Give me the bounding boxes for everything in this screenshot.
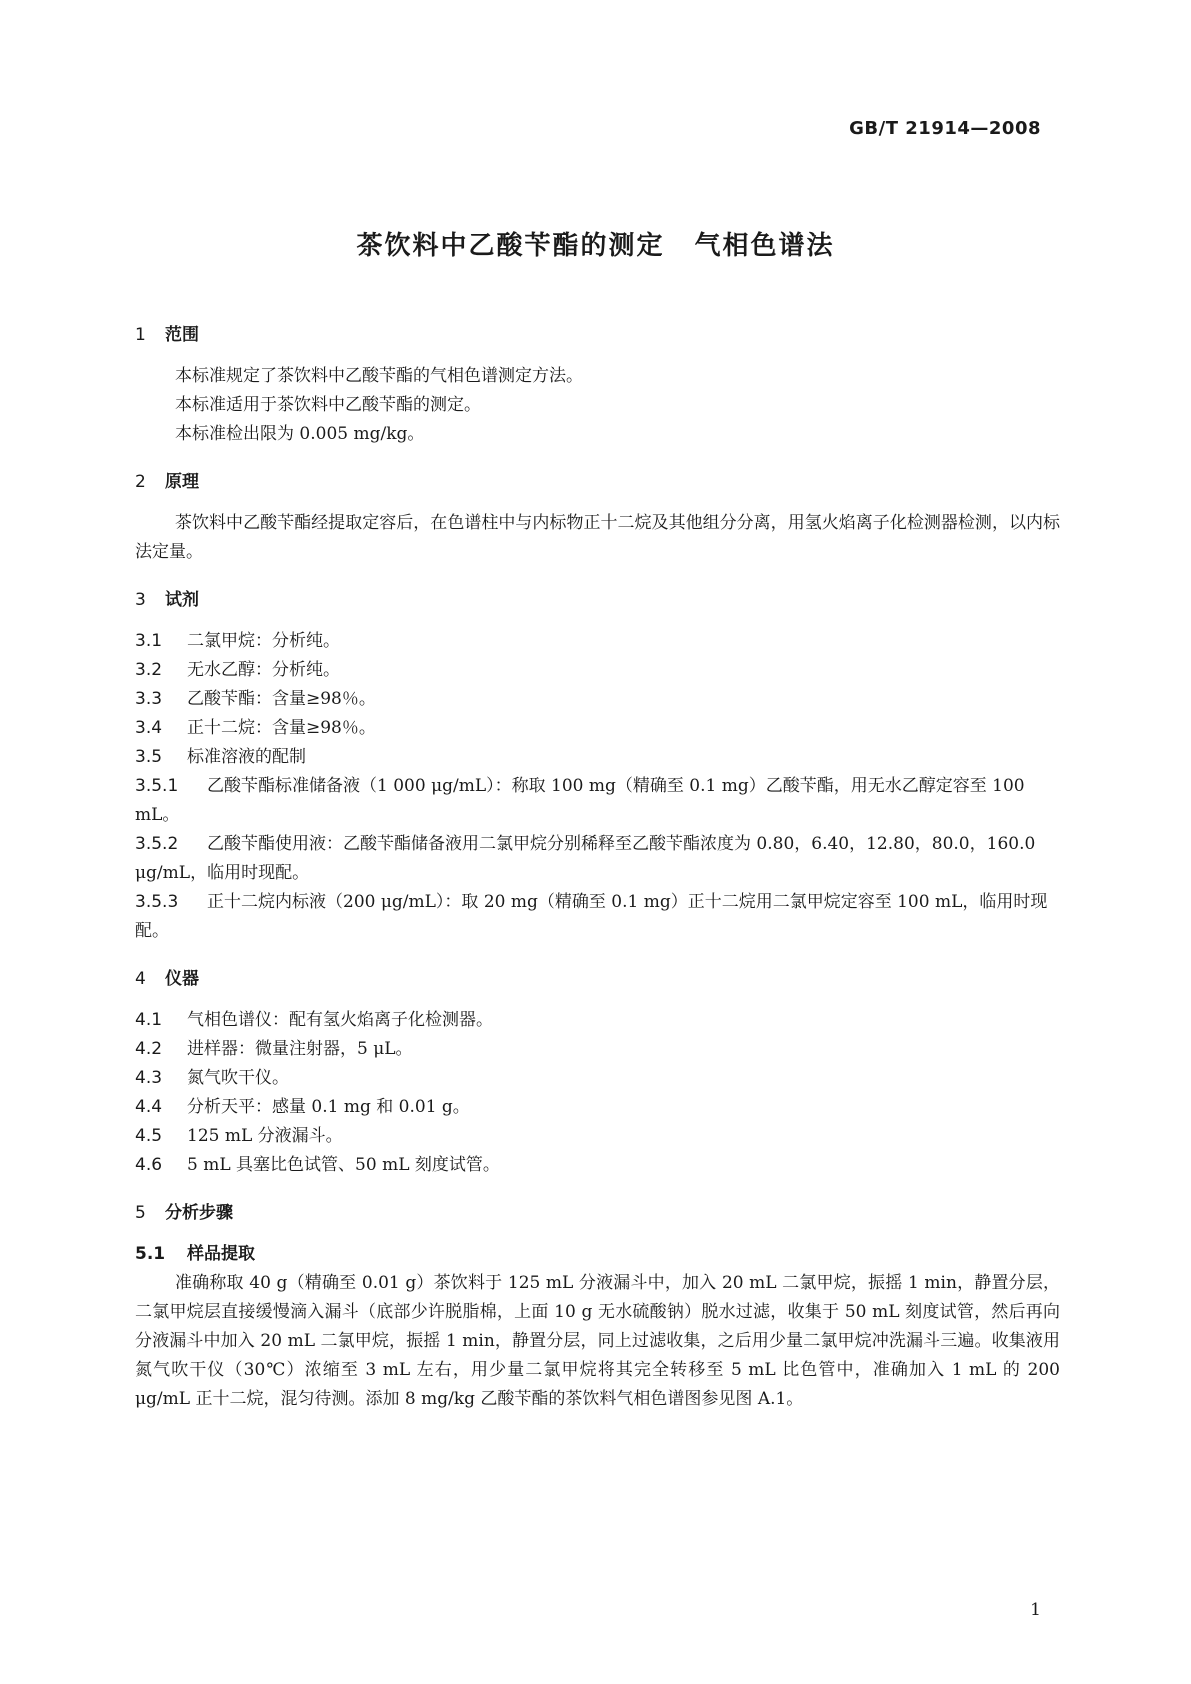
principle-paragraph: 茶饮料中乙酸苄酯经提取定容后，在色谱柱中与内标物正十二烷及其他组分分离，用氢火焰离子化检测器检测，以内标法定量。 [135, 513, 1060, 562]
title-method: 气相色谱法 [694, 231, 835, 261]
apparatus-item: 4.5 125 mL 分液漏斗。 [135, 1126, 343, 1146]
section-title: 原理 [165, 472, 199, 492]
section-heading-scope [135, 322, 1060, 348]
section-heading-procedure [135, 1200, 1060, 1226]
scope-paragraph: 本标准检出限为 0.005 mg/kg。 [175, 424, 425, 444]
subsection-heading-sample-extraction: 5.1 样品提取 [135, 1244, 255, 1264]
reagent-item: 3.4 正十二烷：含量≥98％。 [135, 718, 376, 738]
section-title: 范围 [165, 325, 199, 345]
section-title: 仪器 [165, 969, 199, 989]
section-title: 试剂 [165, 590, 199, 610]
section-heading-principle [135, 469, 1060, 495]
reagent-subitem: 3.5.3 正十二烷内标液（200 μg/mL）：取 20 mg（精确至 0.1 mg）正十二烷用二氯甲烷定容至 100 mL，临用时现配。 [135, 892, 1048, 941]
sample-extraction-paragraph: 准确称取 40 g（精确至 0.01 g）茶饮料于 125 mL 分液漏斗中，加入 20 mL 二氯甲烷，振摇 1 min，静置分层，二氯甲烷层直接缓慢滴入漏斗（底部少许脱脂棉，上面 10 g 无水硫酸钠）脱水过滤，收集于 50 mL 刻度试管，然后再向分液漏斗中加入 20 mL 二氯甲烷，振摇 1 min，静置分层，同上过滤收集，之后用少量二氯甲烷冲洗漏斗三遍。收集液用氮气吹干仪（30℃）浓缩至 3 mL 左右，用少量二氯甲烷将其完全转移至 5 mL 比色管中，准确加入 1 mL 的 200 μg/mL 正十二烷，混匀待测。添加 8 mg/kg 乙酸苄酯的茶饮料气相色谱图参见图 A.1。 [135, 1273, 1060, 1409]
reagent-item: 3.3 乙酸苄酯：含量≥98％。 [135, 689, 376, 709]
section-heading-apparatus [135, 966, 1060, 992]
apparatus-item: 4.4 分析天平：感量 0.1 mg 和 0.01 g。 [135, 1097, 470, 1117]
section-title: 分析步骤 [165, 1203, 233, 1223]
apparatus-item: 4.6 5 mL 具塞比色试管、50 mL 刻度试管。 [135, 1155, 500, 1175]
section-heading-reagents [135, 587, 1060, 613]
reagent-subitem: 3.5.1 乙酸苄酯标准储备液（1 000 μg/mL）：称取 100 mg（精确至 0.1 mg）乙酸苄酯，用无水乙醇定容至 100 mL。 [135, 776, 1025, 825]
reagent-subitem: 3.5.2 乙酸苄酯使用液：乙酸苄酯储备液用二氯甲烷分别稀释至乙酸苄酯浓度为 0.80，6.40，12.80，80.0，160.0 μg/mL，临用时现配。 [135, 834, 1036, 883]
section-number: 2 [135, 472, 146, 492]
scope-paragraph: 本标准适用于茶饮料中乙酸苄酯的测定。 [175, 395, 481, 415]
apparatus-item: 4.2 进样器：微量注射器，5 μL。 [135, 1039, 413, 1059]
section-number: 3 [135, 590, 146, 610]
page-number: 1 [1030, 1600, 1041, 1620]
section-number: 4 [135, 969, 146, 989]
document-body [135, 322, 1060, 1414]
apparatus-item: 4.1 气相色谱仪：配有氢火焰离子化检测器。 [135, 1010, 493, 1030]
scope-paragraph: 本标准规定了茶饮料中乙酸苄酯的气相色谱测定方法。 [175, 366, 583, 386]
apparatus-item: 4.3 氮气吹干仪。 [135, 1068, 289, 1088]
reagent-item: 3.5 标准溶液的配制 [135, 747, 306, 767]
document-title [0, 225, 1191, 262]
reagent-item: 3.1 二氯甲烷：分析纯。 [135, 631, 340, 651]
section-number: 5 [135, 1203, 146, 1223]
reagent-item: 3.2 无水乙醇：分析纯。 [135, 660, 340, 680]
standard-code: GB/T 21914—2008 [849, 118, 1041, 139]
section-number: 1 [135, 325, 146, 345]
title-main: 茶饮料中乙酸苄酯的测定 [356, 231, 665, 261]
